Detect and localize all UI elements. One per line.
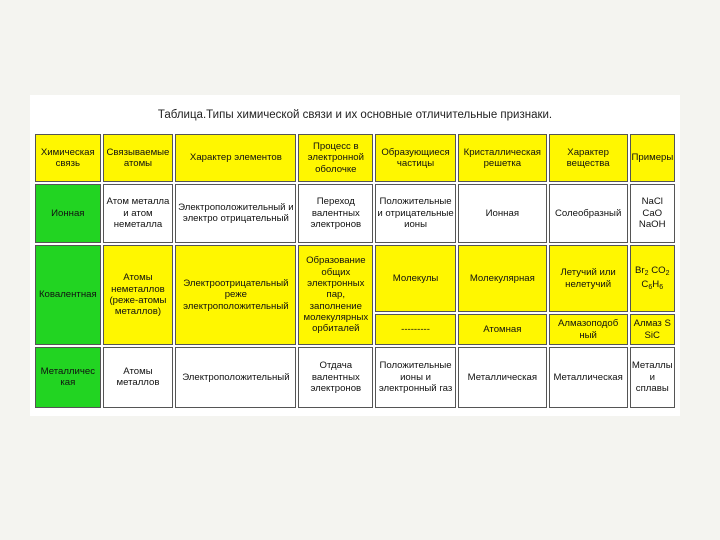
- cell-metallic-lattice: Металлическая: [458, 347, 547, 408]
- header-particles: Образующиеся частицы: [375, 134, 456, 182]
- header-atoms: Связываемые атомы: [103, 134, 174, 182]
- content-panel: [30, 95, 680, 416]
- cell-ionic-character: Электроположительный и электро отрицательный: [175, 184, 296, 243]
- cell-ionic-process: Переход валентных электронов: [298, 184, 373, 243]
- example-c6h6: $C_6H_6$: [641, 278, 664, 291]
- cell-covalent-particles-1: Молекулы: [375, 245, 456, 312]
- cell-metallic-process: Отдача валентных электронов: [298, 347, 373, 408]
- cell-metallic-character: Электроположительный: [175, 347, 296, 408]
- cell-ionic-examples: [630, 184, 675, 243]
- cell-covalent-lattice-1: Молекулярная: [458, 245, 547, 312]
- header-examples: Примеры: [630, 134, 675, 182]
- example-sic: SiC: [644, 329, 660, 341]
- chemical-bonds-table: [33, 132, 677, 410]
- cell-metallic-particles: Положительные ионы и электронный газ: [375, 347, 456, 408]
- example-cao: CaO: [642, 207, 663, 219]
- cell-metallic-examples: [630, 347, 675, 408]
- header-process: Процесс в электронной оболочке: [298, 134, 373, 182]
- cell-covalent-substance-2: Алмазоподоб ный: [549, 314, 628, 345]
- cell-covalent-particles-2: ---------: [375, 314, 456, 345]
- header-bond: Химическая связь: [35, 134, 101, 182]
- table-row-metallic: [35, 347, 675, 408]
- example-and: и: [649, 371, 655, 383]
- cell-ionic-atoms: Атом металла и атом неметалла: [103, 184, 174, 243]
- cell-covalent-bond: Ковалентная: [35, 245, 101, 345]
- cell-ionic-lattice: Ионная: [458, 184, 547, 243]
- cell-covalent-examples-2: [630, 314, 675, 345]
- cell-covalent-character: Электроотрицательный реже электроположительный: [175, 245, 296, 345]
- cell-ionic-particles: Положительные и отрицательные ионы: [375, 184, 456, 243]
- cell-metallic-atoms: Атомы металлов: [103, 347, 174, 408]
- cell-covalent-examples-1: [630, 245, 675, 312]
- cell-metallic-substance: Металлическая: [549, 347, 628, 408]
- cell-metallic-bond: Металличес кая: [35, 347, 101, 408]
- table-row-ionic: [35, 184, 675, 243]
- example-nacl: NaCl: [641, 196, 663, 208]
- header-row: [35, 134, 675, 182]
- example-naoh: NaOH: [638, 219, 666, 231]
- example-alloys: сплавы: [635, 383, 669, 395]
- table-title: Таблица.Типы химической связи и их основные отличительные признаки.: [157, 109, 553, 121]
- header-character: Характер элементов: [175, 134, 296, 182]
- example-diamond: Алмаз S: [633, 318, 671, 330]
- example-metals: Металлы: [631, 360, 673, 372]
- cell-covalent-lattice-2: Атомная: [458, 314, 547, 345]
- header-substance: Характер вещества: [549, 134, 628, 182]
- cell-covalent-process: Образование общих электронных пар, заполнение молекулярных орбиталей: [298, 245, 373, 345]
- table-row-covalent-molecular: [35, 245, 675, 312]
- cell-covalent-substance-1: Летучий или нелетучий: [549, 245, 628, 312]
- example-br2-co2: $Br_2$ $CO_2$: [635, 265, 670, 278]
- header-lattice: Кристаллическая решетка: [458, 134, 547, 182]
- cell-covalent-atoms: Атомы неметаллов (реже-атомы металлов): [103, 245, 174, 345]
- cell-ionic-substance: Солеобразный: [549, 184, 628, 243]
- cell-ionic-bond: Ионная: [35, 184, 101, 243]
